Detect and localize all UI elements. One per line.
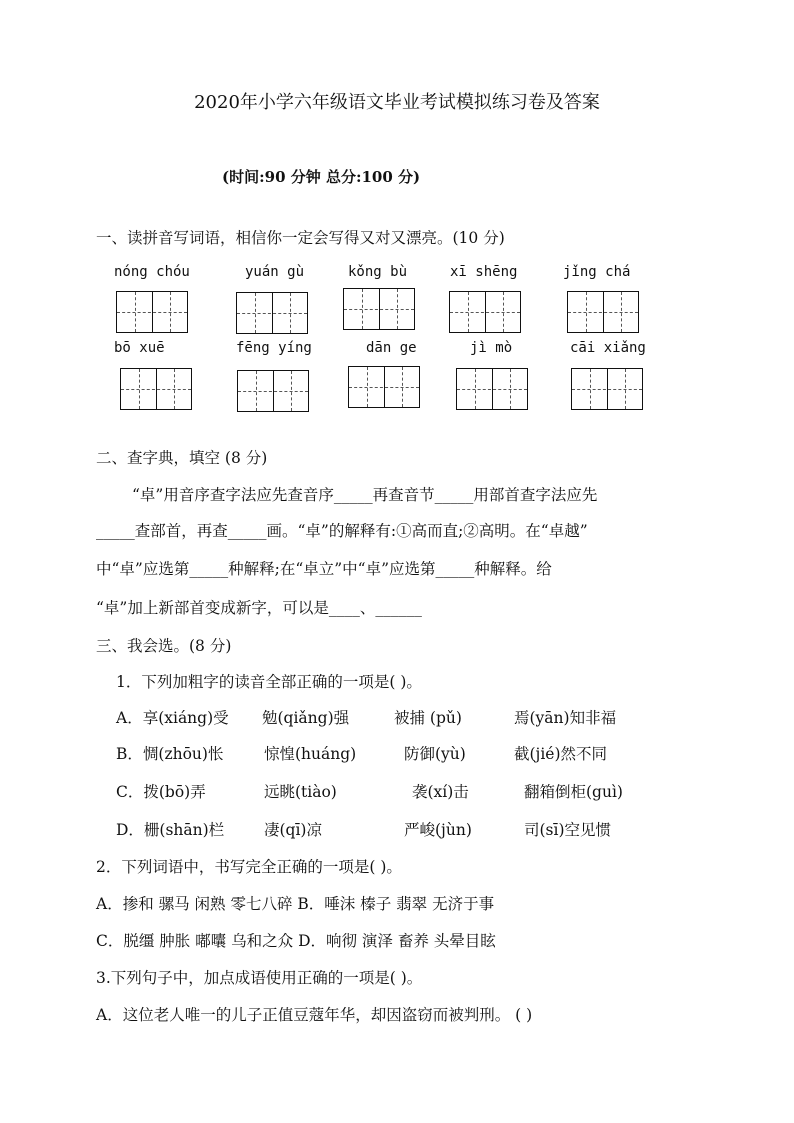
- page-title: 2020年小学六年级语文毕业考试模拟练习卷及答案: [194, 92, 600, 113]
- section3-heading: 三、我会选。(8 分): [96, 637, 232, 655]
- question-2: 2．下列词语中，书写完全正确的一项是( )。: [96, 858, 402, 876]
- q1-option-c: 远眺(tiào): [264, 783, 337, 801]
- q1-option-b: 防御(yù): [404, 745, 466, 763]
- q1-option-d: D．栅(shān)栏: [116, 821, 225, 839]
- writing-grid[interactable]: [116, 291, 188, 333]
- q3-option-a: A．这位老人唯一的儿子正值豆蔻年华，却因盗窃而被判刑。 ( ): [96, 1006, 533, 1024]
- q1-option-a: 被捕 (pǔ): [394, 709, 462, 727]
- section1-heading: 一、读拼音写词语，相信你一定会写得又对又漂亮。(10 分): [96, 229, 505, 247]
- writing-grid[interactable]: [571, 368, 643, 410]
- q1-option-c: C．拨(bō)弄: [116, 783, 206, 801]
- q2-options: C．脱缰 肿胀 嘟囔 乌和之众 D．响彻 演泽 畜养 头晕目眩: [96, 932, 496, 950]
- q2-options: A．掺和 骡马 闲熟 零七八碎 B．唾沫 榛子 翡翠 无济于事: [96, 895, 495, 913]
- q1-option-d: 严峻(jùn): [404, 821, 472, 839]
- question-1: 1．下列加粗字的读音全部正确的一项是( )。: [116, 673, 422, 691]
- q1-option-d: 凄(qī)凉: [264, 821, 322, 839]
- pinyin-label: xī shēng: [450, 264, 518, 280]
- q1-option-c: 翻箱倒柜(guì): [524, 783, 623, 801]
- q1-option-c: 袭(xí)击: [412, 783, 469, 801]
- section2-line: “卓”用音序查字法应先查音序_____再查音节_____用部首查字法应先: [132, 486, 598, 504]
- pinyin-label: fēng yíng: [236, 340, 312, 356]
- q1-option-b: 惊惶(huáng): [264, 745, 357, 763]
- section2-line: _____查部首，再查_____画。“卓”的解释有:①高而直;②高明。在“卓越”: [96, 522, 588, 540]
- writing-grid[interactable]: [449, 291, 521, 333]
- writing-grid[interactable]: [456, 368, 528, 410]
- pinyin-label: yuán gù: [245, 264, 305, 280]
- writing-grid[interactable]: [348, 366, 420, 408]
- q1-option-a: A．享(xiáng)受: [116, 709, 229, 727]
- q1-option-a: 焉(yān)知非福: [514, 709, 617, 727]
- pinyin-label: bō xuē: [114, 340, 165, 356]
- q1-option-d: 司(sī)空见惯: [524, 821, 612, 839]
- exam-meta: (时间:90 分钟 总分:100 分): [222, 168, 421, 186]
- writing-grid[interactable]: [343, 288, 415, 330]
- pinyin-label: jǐng chá: [563, 264, 631, 280]
- section2-line: 中“卓”应选第_____种解释;在“卓立”中“卓”应选第_____种解释。给: [96, 560, 552, 578]
- writing-grid[interactable]: [567, 291, 639, 333]
- section2-heading: 二、查字典，填空 (8 分): [96, 449, 268, 467]
- writing-grid[interactable]: [120, 368, 192, 410]
- pinyin-label: jì mò: [470, 340, 513, 356]
- q1-option-b: B．惆(zhōu)怅: [116, 745, 224, 763]
- q1-option-b: 截(jié)然不同: [514, 745, 608, 763]
- section2-line: “卓”加上新部首变成新字，可以是____、______: [96, 599, 422, 617]
- pinyin-label: kǒng bù: [348, 264, 408, 280]
- pinyin-label: nóng chóu: [114, 264, 190, 280]
- q1-option-a: 勉(qiǎng)强: [262, 709, 350, 727]
- writing-grid[interactable]: [237, 370, 309, 412]
- pinyin-label: cāi xiǎng: [570, 340, 646, 356]
- pinyin-label: dān ge: [366, 340, 417, 356]
- writing-grid[interactable]: [236, 292, 308, 334]
- question-3: 3.下列句子中，加点成语使用正确的一项是( )。: [96, 969, 423, 987]
